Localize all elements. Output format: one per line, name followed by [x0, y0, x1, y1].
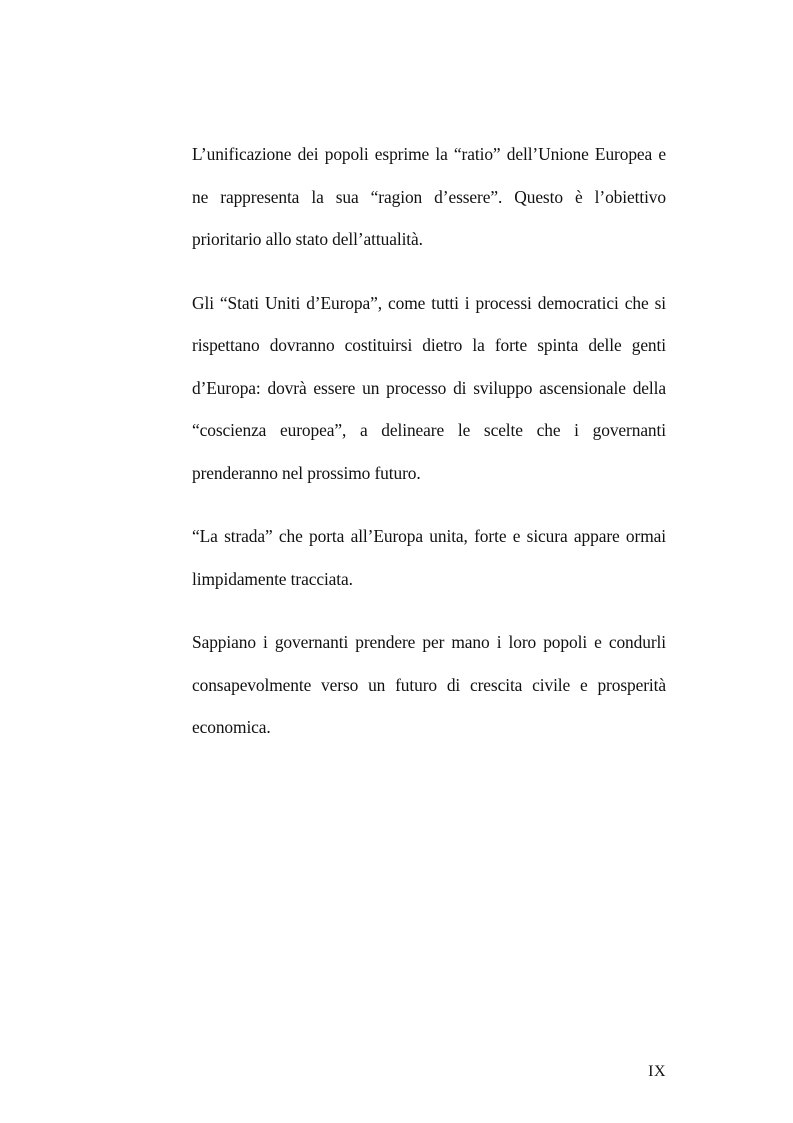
paragraph-governments: Sappiano i governanti prendere per mano i loro popoli e condurli consapevolmente verso un futuro di crescita civile e prosperità economica.: [192, 632, 666, 737]
page-body: [192, 133, 666, 770]
paragraph-united-states-of-europe: Gli “Stati Uniti d’Europa”, come tutti i processi democratici che si rispettano dovranno costituirsi dietro la forte spinta delle genti d’Europa: dovrà essere un processo di sviluppo ascensionale della “coscienza europea”, a delineare le scelte che i governanti prenderanno nel prossimo futuro.: [192, 292, 666, 483]
paragraph-the-road: “La strada” che porta all’Europa unita, forte e sicura appare ormai limpidamente tracciata.: [192, 526, 666, 589]
paragraph-unification: L’unificazione dei popoli esprime la “ratio” dell’Unione Europea e ne rappresenta la sua “ragion d’essere”. Questo è l’obiettivo prioritario allo stato dell’attualità.: [192, 144, 666, 249]
page-number: IX: [648, 1063, 666, 1080]
